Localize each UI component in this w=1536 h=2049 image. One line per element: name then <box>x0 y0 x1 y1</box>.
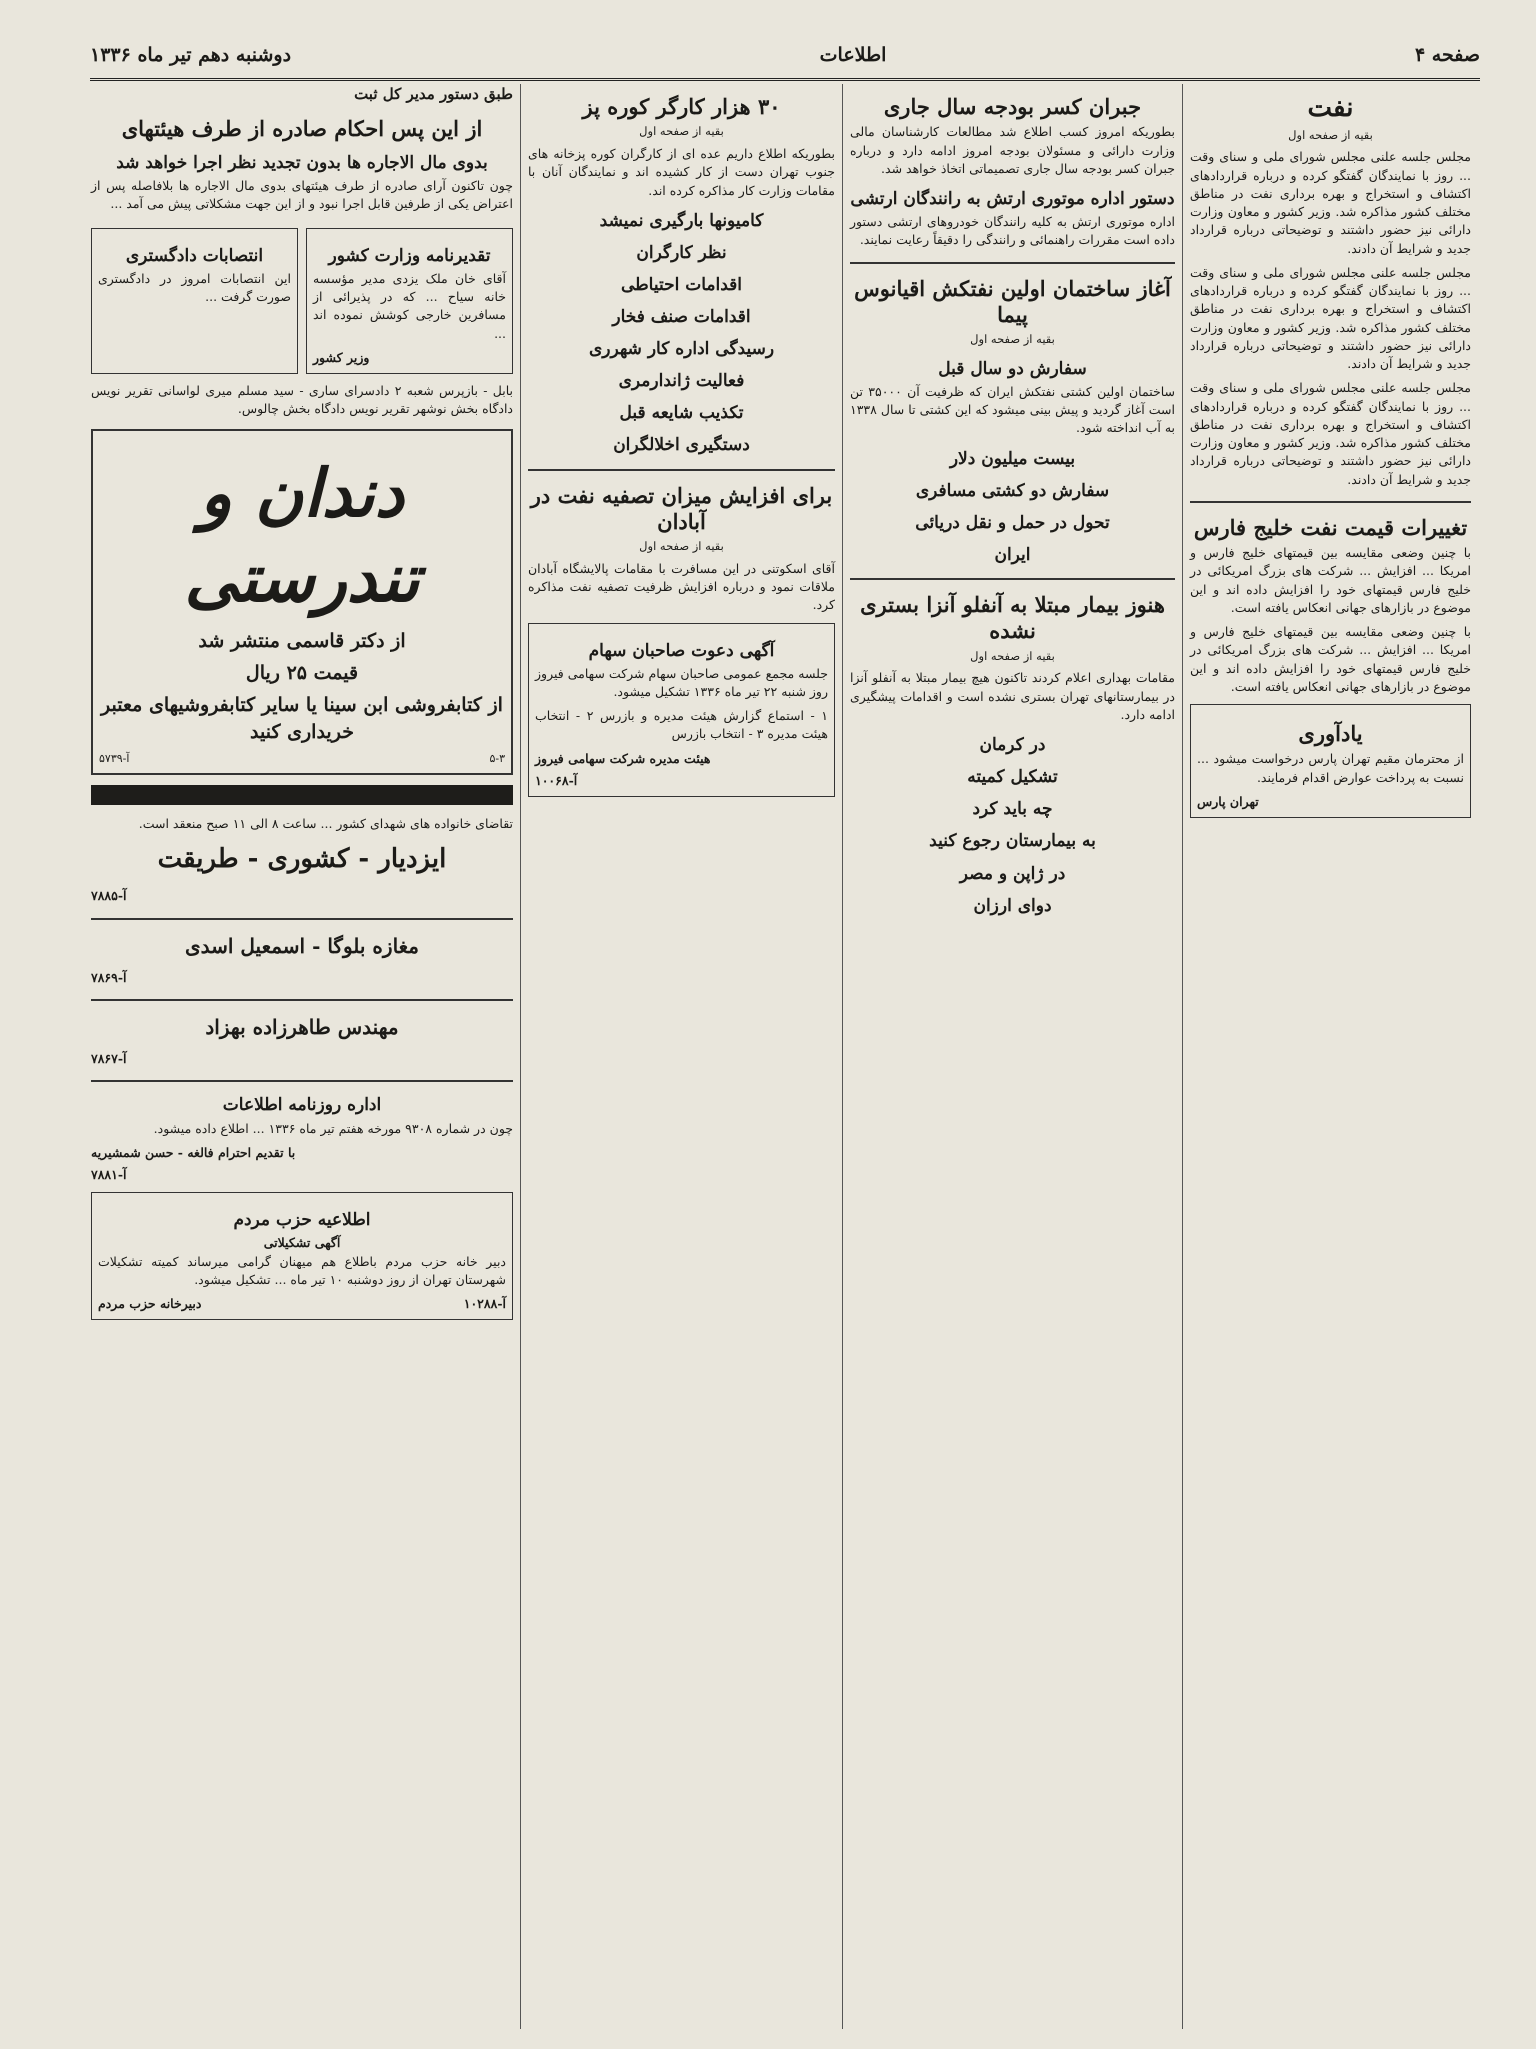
sig-engineer: مهندس طاهرزاده بهزاد <box>205 1015 399 1040</box>
code-7881: آ-۷۸۸۱ <box>91 1167 127 1183</box>
divider <box>1190 501 1471 503</box>
code-7869: آ-۷۸۶۹ <box>91 969 127 985</box>
notice-agenda: ۱ - استماع گزارش هیئت مدیره و بازرس ۲ - انتخاب هیئت مدیره ۳ - انتخاب بازرس <box>535 708 828 742</box>
code-7885: آ-۷۸۸۵ <box>91 888 127 904</box>
article-gulf-text-2: با چنین وضعی مقایسه بین قیمتهای خلیج فارس و امریکا ... افزایش ... شرکت های بزرگ امریکائی در خلیج فارس قیمتهای خود را افزایش داده اند و این موضوع در بازارهای جهانی انعکاس یافته است. <box>1190 624 1471 694</box>
divider <box>91 918 513 920</box>
masthead <box>90 32 1480 81</box>
code-7867: آ-۷۸۶۷ <box>91 1051 127 1067</box>
box-party-notice <box>91 1192 513 1320</box>
appointments-text: این انتصابات امروز در دادگستری صورت گرفت ... <box>98 270 291 305</box>
continued-note: بقیه از صفحه اول <box>970 648 1055 663</box>
notice-code: آ-۱۰۰۶۸ <box>535 772 578 788</box>
ad-izadyar: ایزدیار - کشوری - طریقت <box>157 844 447 875</box>
newspaper-title: اطلاعات <box>819 44 887 66</box>
article-army-text: اداره موتوری ارتش به کلیه رانندگان خودروهای ارتشی دستور داده است مقررات راهنمائی و رانندگی را دقیقاً رعایت نمایند. <box>850 214 1175 248</box>
ad-book-where: از کتابفروشی ابن سینا یا سایر کتابفروشیهای معتبر خریداری کنید <box>101 693 503 744</box>
notices-row <box>91 220 513 382</box>
headline-appreciation: تقدیرنامه وزارت کشور <box>328 245 491 266</box>
kicker: طبق دستور مدیر کل ثبت <box>354 85 513 103</box>
subhead-labor-office: رسیدگی اداره کار شهرری <box>588 339 775 360</box>
column-oil <box>1182 84 1478 2029</box>
reminder-text: از محترمان مقیم تهران پارس درخواست میشود ... نسبت به پرداخت عوارض اقدام فرمایند. <box>1197 751 1464 785</box>
appointments-text-2: بابل - بازپرس شعبه ۲ دادسرای ساری - سید مسلم میری لواسانی تقریر نویس دادگاه بخش نوشهر تقریر نویس دادگاه بخش چالوس. <box>91 383 513 417</box>
notice-text: جلسه مجمع عمومی صاحبان سهام شرکت سهامی فیروز روز شنبه ۲۲ تیر ماه ۱۳۳۶ تشکیل میشود. <box>535 665 828 699</box>
article-abadan-text: آقای اسکوتنی در این مسافرت با مقامات پالایشگاه آبادان ملاقات نمود و درباره افزایش ظرفیت تصفیه نفت مذاکره کرد. <box>528 560 835 613</box>
divider <box>91 999 513 1001</box>
column-workers <box>520 84 842 2029</box>
subhead-denial: تکذیب شایعه قبل <box>619 403 744 424</box>
notice-families-text: تقاضای خانواده های شهدای کشور ... ساعت ۸ الی ۱۱ صبح منعقد است. <box>138 816 513 832</box>
subhead-order: سفارش دو سال قبل <box>938 358 1087 379</box>
headline-flu: هنوز بیمار مبتلا به آنفلو آنزا بستری نشده <box>860 592 1165 644</box>
subhead-twenty-million: بیست میلیون دلار <box>949 448 1076 469</box>
headline-shareholders: آگهی دعوت صاحبان سهام <box>588 640 775 661</box>
appreciation-text: آقای خان ملک یزدی مدیر مؤسسه خانه سیاح ... که در پذیرائی از مسافرین خارجی کوشش نموده اند ... <box>313 270 506 341</box>
box-appointments <box>91 228 298 374</box>
column-notices <box>84 84 520 2029</box>
headline-rent-2: بدوی مال الاجاره ها بدون تجدید نظر اجرا خواهد شد <box>116 153 488 174</box>
column-budget-ships <box>842 84 1182 2029</box>
ettelaat-office-text: چون در شماره ۹۳۰۸ مورخه هفتم تیر ماه ۱۳۳۶ ... اطلاع داده میشود. <box>153 1120 513 1136</box>
page-number: صفحه ۴ <box>1414 44 1480 66</box>
article-gulf-text: با چنین وضعی مقایسه بین قیمتهای خلیج فارس و امریکا ... افزایش ... شرکت های بزرگ امریکائی در خلیج فارس قیمتهای خود را افزایش داده اند و این موضوع در بازارهای جهانی انعکاس یافته است. <box>1190 545 1471 615</box>
subhead-party: آگهی تشکیلاتی <box>263 1235 341 1251</box>
headline-abadan: برای افزایش میزان تصفیه نفت در آبادان <box>530 482 833 534</box>
headline-budget: جبران کسر بودجه سال جاری <box>883 94 1142 119</box>
sig-moghazeh: مغازه بلوگا - اسمعیل اسدی <box>184 933 420 958</box>
headline-party: اطلاعیه حزب مردم <box>233 1210 371 1231</box>
article-oil-text-2: مجلس جلسه علنی مجلس شورای ملی و سنای وقت ... روز با نمایندگان گفتگو کرده و درباره قراردادهای اکتشاف و استخراج و بهره برداری نفت در مناطق مختلف کشور مذاکره شد. وزیر کشور و معاون وزارت دارائی نیز حضور داشتند و توضیحاتی درباره قرارداد جدید و شرایط آن دادند. <box>1190 264 1471 372</box>
ad-book-author: از دکتر قاسمی منتشر شد <box>198 630 406 653</box>
ad-book <box>91 429 513 776</box>
appreciation-signature: وزیر کشور <box>313 349 370 365</box>
headline-army-drivers: دستور اداره موتوری ارتش به رانندگان ارتشی <box>850 189 1175 209</box>
party-sig: دبیرخانه حزب مردم <box>98 1296 202 1312</box>
divider <box>850 578 1175 580</box>
headline-workers: ۳۰ هزار کارگر کوره پز <box>582 94 781 119</box>
headline-gulf-oil-price: تغییرات قیمت نفت خلیج فارس <box>1193 514 1468 540</box>
subhead-trucks: کامیونها بارگیری نمیشد <box>599 210 764 231</box>
subhead-precautions: اقدامات احتیاطی <box>620 274 743 295</box>
continued-note: بقیه از صفحه اول <box>639 539 724 554</box>
headline-reminder: یادآوری <box>1298 721 1363 747</box>
subhead-cheap-drug: دوای ارزان <box>973 895 1052 916</box>
notice-signature: هیئت مدیره شرکت سهامی فیروز <box>535 750 711 766</box>
party-code: آ-۱۰۲۸۸ <box>463 1296 506 1312</box>
article-oil-text-3: مجلس جلسه علنی مجلس شورای ملی و سنای وقت ... روز با نمایندگان گفتگو کرده و درباره قراردادهای اکتشاف و استخراج و بهره برداری نفت در مناطق مختلف کشور مذاکره شد. وزیر کشور و معاون وزارت دارائی نیز حضور داشتند و توضیحاتی درباره قرارداد جدید و شرایط آن دادند. <box>1190 380 1471 487</box>
continued-note: بقیه از صفحه اول <box>639 124 724 139</box>
ad-divider-bar <box>91 785 513 805</box>
article-ships-text: ساختمان اولین کشتی نفتکش ایران که ظرفیت آن ۳۵۰۰۰ تن است آغاز گردید و پیش بینی میشود که این کشتی تا سال ۱۳۳۸ به آب انداخته شود. <box>850 383 1175 436</box>
subhead-workers-view: نظر کارگران <box>636 242 727 263</box>
divider <box>91 1080 513 1082</box>
subhead-iran: ایران <box>994 545 1031 565</box>
ad-book-code <box>99 751 505 767</box>
article-oil-text: مجلس جلسه علنی مجلس شورای ملی و سنای وقت ... روز با نمایندگان گفتگو کرده و درباره قراردادهای اکتشاف و استخراج و بهره برداری نفت در مناطق مختلف کشور مذاکره شد. وزیر کشور و معاون وزارت دارائی نیز حضور داشتند و توضیحاتی درباره قرارداد جدید و شرایط آن دادند. <box>1190 149 1471 256</box>
article-budget-text: بطوریکه امروز کسب اطلاع شد مطالعات کارشناسان مالی وزارت دارائی و مسئولان بودجه امروز ادامه دارد و درباره جبران کسر بودجه سال جاری تصمیماتی اتخاذ خواهد شد. <box>850 124 1175 176</box>
article-rent-text: چون تاکنون آرای صادره از طرف هیئتهای بدوی مال الاجاره ها بلافاصله پس از اعتراض یکی از طرفین قابل اجرا نبود و از این جهت مشکلاتی پیش می آمد ... <box>91 178 513 212</box>
box-appreciation <box>306 228 513 374</box>
divider <box>850 262 1175 264</box>
article-workers-text: بطوریکه اطلاع داریم عده ای از کارگران کوره پزخانه های جنوب تهران دست از کار کشیده اند و نمایندگان آنان با مقامات وزارت کار مذاکره کرده اند. <box>528 146 835 198</box>
party-signature <box>98 1295 506 1313</box>
subhead-japan-egypt: در ژاپن و مصر <box>959 863 1066 884</box>
sig-faleghe: با تقدیم احترام فالغه - حسن شمشیریه <box>91 1144 296 1160</box>
divider <box>528 469 835 471</box>
reminder-signature: تهران پارس <box>1197 793 1259 809</box>
issue-date: دوشنبه دهم تیر ماه ۱۳۳۶ <box>90 44 292 66</box>
ad-book-title: دندان و تندرستی <box>184 453 420 618</box>
continued-note: بقیه از صفحه اول <box>1288 127 1373 142</box>
continued-note: بقیه از صفحه اول <box>970 332 1055 347</box>
headline-ships: آغاز ساختمان اولین نفتکش اقیانوس پیما <box>854 275 1171 327</box>
notice-shareholders <box>528 623 835 798</box>
ad-code-1: آ-۵۷۳۹ <box>99 752 130 766</box>
subhead-hospital: به بیمارستان رجوع کنید <box>929 831 1096 852</box>
subhead-arrests: دستگیری اخلالگران <box>613 435 750 456</box>
ad-book-price: قیمت ۲۵ ریال <box>245 661 359 684</box>
subhead-kerman: در کرمان <box>979 735 1046 756</box>
subhead-sea-transport: تحول در حمل و نقل دریائی <box>915 512 1110 533</box>
subhead-what-to-do: چه باید کرد <box>972 799 1053 820</box>
headline-appointments: انتصابات دادگستری <box>125 245 264 266</box>
headline-oil: نفت <box>1307 93 1354 123</box>
headline-ettelaat-office: اداره روزنامه اطلاعات <box>222 1095 382 1116</box>
article-flu-text: مقامات بهداری اعلام کردند تاکنون هیچ بیمار مبتلا به آنفلو آنزا در بیمارستانهای تهران بستری نشده است و اقدامات پیشگیری ادامه دارد. <box>850 670 1175 722</box>
ad-code-2: ۵-۳ <box>489 752 505 766</box>
subhead-gendarmerie: فعالیت ژاندارمری <box>618 371 745 392</box>
subhead-committee: تشکیل کمیته <box>967 767 1058 788</box>
headline-rent: از این پس احکام صادره از طرف هیئتهای <box>121 115 483 141</box>
subhead-passenger-ships: سفارش دو کشتی مسافری <box>915 480 1110 501</box>
notice-reminder <box>1190 704 1471 818</box>
party-text: دبیر خانه حزب مردم باطلاع هم میهنان گرامی میرساند کمیته تشکیلات شهرستان تهران از روز دوشنبه ۱۰ تیر ماه ... تشکیل میشود. <box>98 1253 506 1287</box>
subhead-guild: اقدامات صنف فخار <box>612 307 751 328</box>
